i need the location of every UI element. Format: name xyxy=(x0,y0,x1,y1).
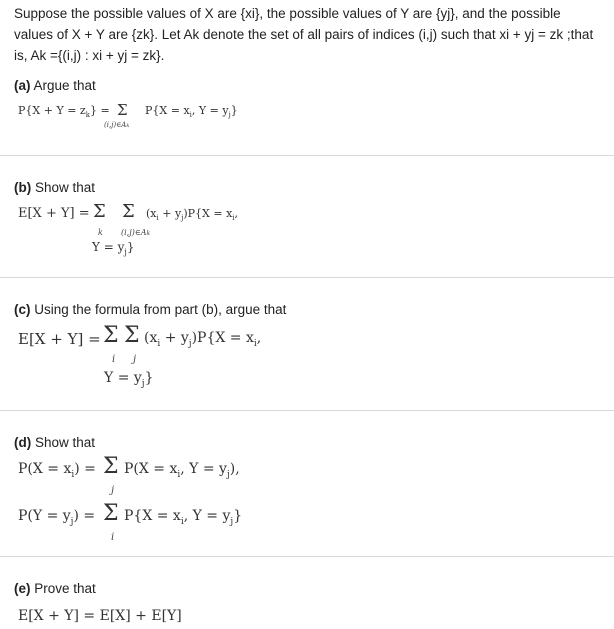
part-a-rhs-1: P{X = x xyxy=(145,104,190,117)
part-d-eq1-lhs xyxy=(18,461,96,480)
part-d-eq2-eq: ) = xyxy=(73,508,96,524)
part-a-sum-index xyxy=(104,121,129,129)
divider-b-c xyxy=(0,277,614,278)
part-d-eq2-rhs-i: i xyxy=(180,516,184,527)
part-b-term-i2: i xyxy=(232,214,235,223)
part-d-eq1-rhs-i: i xyxy=(177,469,181,480)
part-d-eq1-rhs-j: j xyxy=(226,469,230,480)
part-b-term-1: (x xyxy=(146,207,157,220)
part-e-text: Prove that xyxy=(34,581,96,596)
part-c-sum-symbol-2: Σ xyxy=(124,323,140,348)
part-d-eq2-rhs-j: j xyxy=(230,516,234,527)
part-a-lhs: P{X + Y = z xyxy=(18,104,86,117)
part-c-sum-symbol-1: Σ xyxy=(103,323,119,348)
part-b-text: Show that xyxy=(35,180,96,195)
part-b-cont-end: } xyxy=(126,240,135,254)
part-c-heading xyxy=(14,302,286,317)
part-a-sum-index-text: (i,j)∈A xyxy=(104,121,127,129)
part-b-term-end: , xyxy=(234,207,239,220)
part-a-rhs-j: j xyxy=(228,111,231,120)
part-d-eq2-lhs-text: P(Y = y xyxy=(18,508,71,524)
part-b-index-ij-text: (i,j)∈A xyxy=(121,228,147,237)
part-d-eq1-lhs-i: i xyxy=(71,469,75,480)
part-b-sum-symbol-2: Σ xyxy=(122,201,135,222)
part-c-label: (c) xyxy=(14,302,31,317)
part-d-eq1-rhs xyxy=(124,461,240,480)
part-b-term-2: + y xyxy=(158,207,182,220)
part-d-label: (d) xyxy=(14,435,32,450)
part-a-sum-index-k: k xyxy=(126,123,130,129)
part-a-text: Argue that xyxy=(33,78,96,93)
part-b-index-ij xyxy=(121,228,150,237)
part-a-label: (a) xyxy=(14,78,31,93)
part-a-rhs-end: } xyxy=(230,104,238,117)
part-d-heading xyxy=(14,435,95,450)
part-e-heading xyxy=(14,581,96,596)
part-c-term-end: , xyxy=(256,330,262,346)
part-b-index-k: k xyxy=(98,228,103,237)
part-c-continuation xyxy=(104,370,154,389)
part-d-eq2-lhs xyxy=(18,508,95,527)
part-a-rhs-i: i xyxy=(189,111,192,120)
part-b-heading xyxy=(14,180,95,195)
part-c-term-i: i xyxy=(157,338,161,349)
part-d-eq1-rhs-1: P(X = x xyxy=(124,461,178,477)
part-b-continuation xyxy=(92,240,135,256)
part-c-cont-end: } xyxy=(144,370,154,386)
part-b-lhs: E[X + Y] = xyxy=(18,206,90,221)
part-b-cont-j: j xyxy=(124,247,127,257)
part-c-cont-text: Y = y xyxy=(104,370,142,386)
part-a-rhs xyxy=(145,104,238,119)
part-b-index-ij-k: k xyxy=(146,230,151,237)
intro-line-1: Suppose the possible values of X are {xi}, the possible values of Y are {yj}, and the possible xyxy=(14,6,561,21)
part-c-term-2: + y xyxy=(160,330,189,346)
part-b-term xyxy=(146,207,238,222)
part-d-eq2-lhs-j: j xyxy=(70,516,74,527)
part-d-eq2-rhs xyxy=(124,508,242,527)
part-d-eq2-sum-symbol: Σ xyxy=(103,501,119,526)
part-d-eq1-index: j xyxy=(111,485,115,496)
part-c-cont-j: j xyxy=(141,378,145,389)
divider-a-b xyxy=(0,155,614,156)
part-a-formula xyxy=(18,104,110,119)
part-a-lhs-sub: k xyxy=(85,111,90,120)
part-c-lhs: E[X + Y] = xyxy=(18,330,101,348)
part-c-term-j: j xyxy=(188,338,192,349)
part-e-formula: E[X + Y] = E[X] + E[Y] xyxy=(18,608,182,624)
part-c-term xyxy=(144,330,261,349)
part-a-eq: } = xyxy=(89,104,110,117)
part-b-term-3: )P{X = x xyxy=(183,207,233,220)
part-d-eq2-rhs-2: , Y = y xyxy=(183,508,231,524)
part-c-index-j: j xyxy=(133,354,137,365)
part-c-index-i: i xyxy=(112,354,116,365)
part-d-eq1-lhs-text: P(X = x xyxy=(18,461,72,477)
divider-c-d xyxy=(0,410,614,411)
part-d-eq1-rhs-2: , Y = y xyxy=(180,461,227,477)
part-d-eq1-eq: ) = xyxy=(74,461,96,477)
divider-d-e xyxy=(0,556,614,557)
part-a-heading xyxy=(14,78,96,93)
intro-line-2: values of X + Y are {zk}. Let Ak denote the set of all pairs of indices (i,j) such that xi + yj = zk ;that xyxy=(14,27,594,42)
part-c-text: Using the formula from part (b), argue that xyxy=(34,302,287,317)
part-a-sum-symbol: Σ xyxy=(117,101,128,119)
part-e-label: (e) xyxy=(14,581,31,596)
part-d-eq2-end: } xyxy=(233,508,243,524)
part-a-rhs-2: , Y = y xyxy=(191,104,229,117)
part-d-eq2-index: i xyxy=(111,532,115,543)
intro-paragraph xyxy=(14,3,614,66)
intro-line-3: is, Ak ={(i,j) : xi + yj = zk}. xyxy=(14,48,165,63)
part-b-cont-text: Y = y xyxy=(92,240,125,254)
part-d-eq1-end: ), xyxy=(229,461,240,477)
part-d-eq2-rhs-1: P{X = x xyxy=(124,508,181,524)
part-b-sum-symbol-1: Σ xyxy=(93,201,106,222)
part-c-term-3: )P{X = x xyxy=(191,330,254,346)
part-d-eq1-sum-symbol: Σ xyxy=(103,454,119,479)
part-c-term-1: (x xyxy=(144,330,158,346)
part-b-term-j: j xyxy=(181,214,184,223)
part-b-label: (b) xyxy=(14,180,32,195)
part-c-term-i2: i xyxy=(253,338,257,349)
part-d-text: Show that xyxy=(35,435,96,450)
part-b-term-i: i xyxy=(156,214,159,223)
